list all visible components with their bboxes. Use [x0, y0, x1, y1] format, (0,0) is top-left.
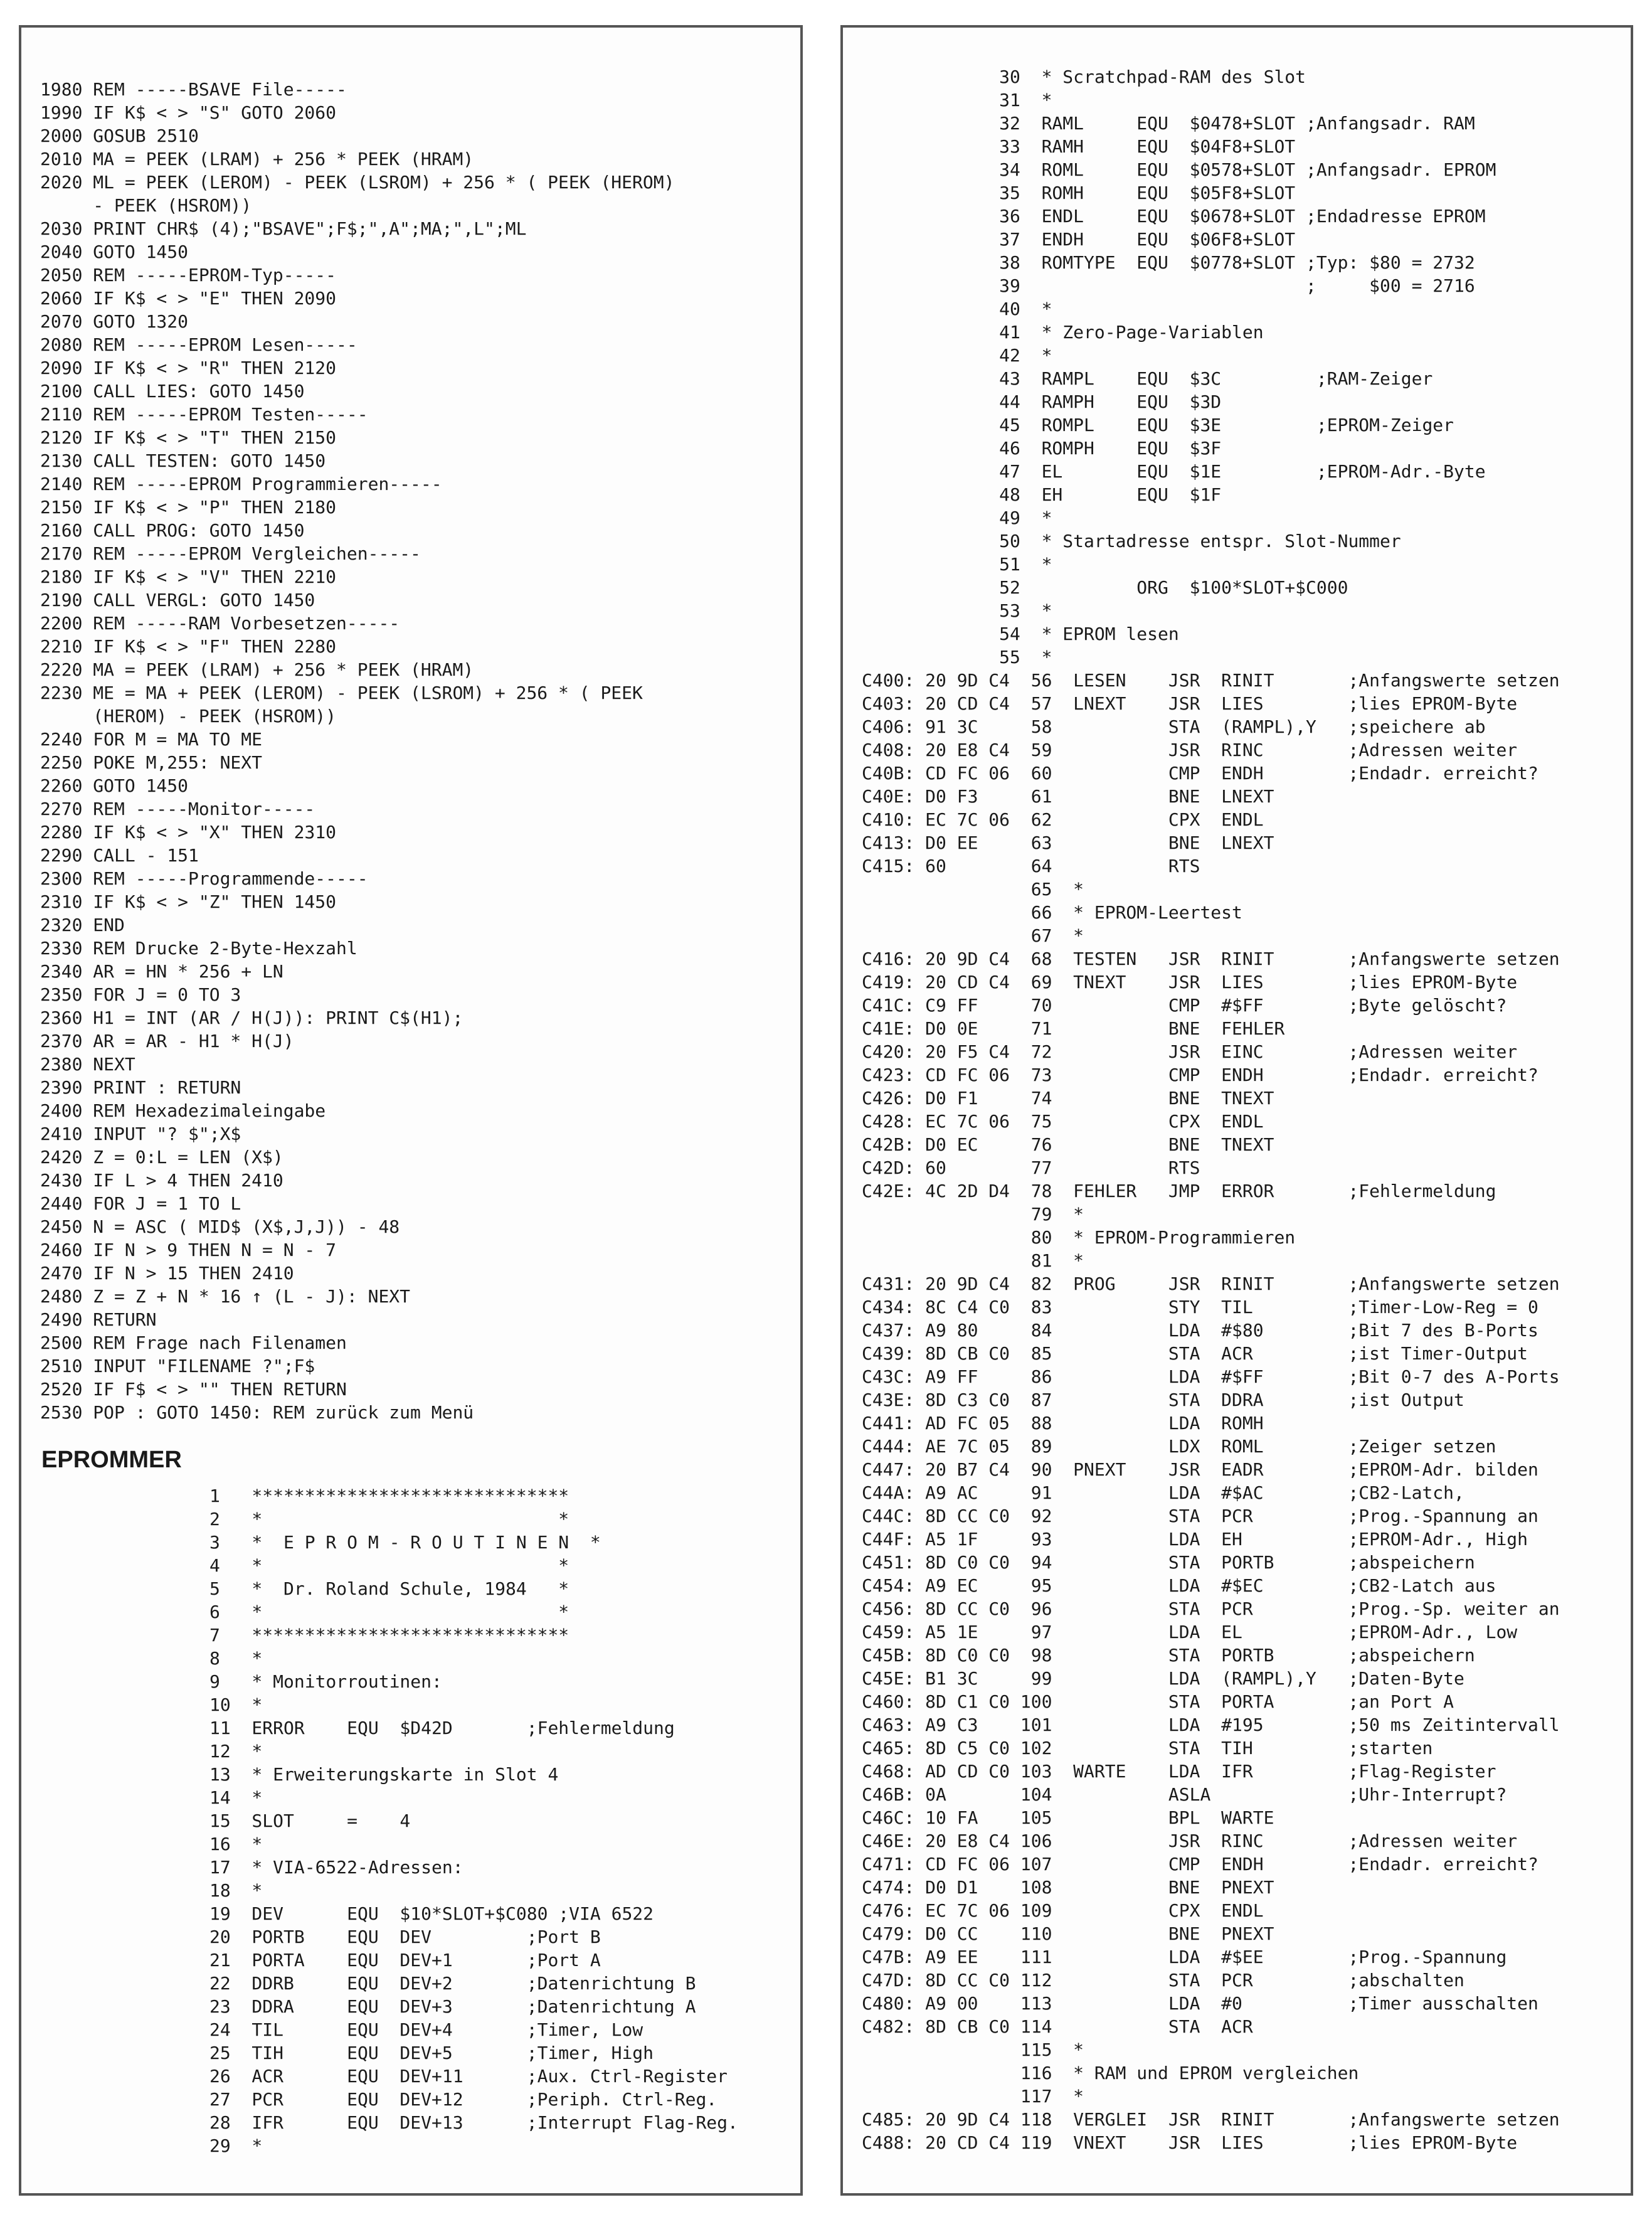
code-line: 31 * — [862, 90, 1052, 110]
code-line: 2 * * — [209, 1509, 569, 1529]
code-line: 10 * — [209, 1694, 263, 1715]
code-line: 40 * — [862, 299, 1052, 319]
code-line: 1990 IF K$ < > "S" GOTO 2060 — [40, 102, 337, 123]
code-line: 2450 N = ASC ( MID$ (X$,J,J)) - 48 — [40, 1216, 400, 1237]
code-line: 14 * — [209, 1787, 263, 1808]
code-line: C416: 20 9D C4 68 TESTEN JSR RINIT ;Anfangswerte setzen — [862, 949, 1560, 969]
code-line: 2260 GOTO 1450 — [40, 775, 189, 796]
code-line: 53 * — [862, 600, 1052, 621]
code-line: C410: EC 7C 06 62 CPX ENDL — [862, 809, 1264, 830]
code-line: C444: AE 7C 05 89 LDX ROML ;Zeiger setzen — [862, 1436, 1496, 1457]
code-line: 29 * — [209, 2135, 263, 2156]
code-line: 3 * E P R O M - R O U T I N E N * — [209, 1532, 601, 1553]
code-line: 2070 GOTO 1320 — [40, 311, 189, 332]
code-line: C42B: D0 EC 76 BNE TNEXT — [862, 1134, 1274, 1155]
code-line: C40B: CD FC 06 60 CMP ENDH ;Endadr. erreicht? — [862, 763, 1538, 784]
code-line: C44F: A5 1F 93 LDA EH ;EPROM-Adr., High — [862, 1529, 1528, 1550]
code-line: 81 * — [862, 1250, 1084, 1271]
code-line: 2010 MA = PEEK (LRAM) + 256 * PEEK (HRAM) — [40, 149, 474, 169]
code-line: 2040 GOTO 1450 — [40, 242, 189, 262]
code-line: 2440 FOR J = 1 TO L — [40, 1193, 241, 1214]
code-line: 18 * — [209, 1880, 263, 1901]
code-line: 2210 IF K$ < > "F" THEN 2280 — [40, 636, 337, 657]
code-line: 2140 REM -----EPROM Programmieren----- — [40, 474, 442, 494]
code-line: 44 RAMPH EQU $3D — [862, 391, 1222, 412]
code-line: C463: A9 C3 101 LDA #195 ;50 ms Zeitintervall — [862, 1715, 1560, 1735]
code-line: 2110 REM -----EPROM Testen----- — [40, 404, 368, 425]
code-line: C479: D0 CC 110 BNE PNEXT — [862, 1923, 1274, 1944]
code-line: 7 ****************************** — [209, 1625, 569, 1645]
code-line: C476: EC 7C 06 109 CPX ENDL — [862, 1900, 1264, 1921]
code-line: 2200 REM -----RAM Vorbesetzen----- — [40, 613, 400, 634]
code-line: C480: A9 00 113 LDA #0 ;Timer ausschalten — [862, 1993, 1538, 2014]
code-line: 32 RAML EQU $0478+SLOT ;Anfangsadr. RAM — [862, 113, 1475, 134]
code-line: 17 * VIA-6522-Adressen: — [209, 1857, 463, 1878]
code-line: 39 ; $00 = 2716 — [862, 275, 1475, 296]
code-line: C471: CD FC 06 107 CMP ENDH ;Endadr. erreicht? — [862, 1854, 1538, 1874]
code-line: 54 * EPROM lesen — [862, 624, 1179, 644]
code-line: 16 * — [209, 1834, 263, 1854]
code-line: 2330 REM Drucke 2-Byte-Hexzahl — [40, 938, 357, 959]
code-line: C459: A5 1E 97 LDA EL ;EPROM-Adr., Low — [862, 1622, 1518, 1642]
code-line: 117 * — [862, 2086, 1084, 2107]
code-line: 2370 AR = AR - H1 * H(J) — [40, 1031, 294, 1051]
code-line: 2340 AR = HN * 256 + LN — [40, 961, 283, 982]
code-line: 2250 POKE M,255: NEXT — [40, 752, 263, 773]
code-line: (HEROM) - PEEK (HSROM)) — [40, 706, 337, 726]
code-line: 49 * — [862, 508, 1052, 528]
code-line: 21 PORTA EQU DEV+1 ;Port A — [209, 1950, 601, 1970]
code-line: 2460 IF N > 9 THEN N = N - 7 — [40, 1240, 337, 1260]
code-line: - PEEK (HSROM)) — [40, 195, 252, 216]
code-line: C468: AD CD C0 103 WARTE LDA IFR ;Flag-Register — [862, 1761, 1496, 1782]
code-line: 43 RAMPL EQU $3C ;RAM-Zeiger — [862, 368, 1433, 389]
code-line: 8 * — [209, 1648, 263, 1669]
code-line: C488: 20 CD C4 119 VNEXT JSR LIES ;lies EPROM-Byte — [862, 2132, 1518, 2153]
code-line: 2230 ME = MA + PEEK (LEROM) - PEEK (LSROM) + 256 * ( PEEK — [40, 683, 643, 703]
code-line: 28 IFR EQU DEV+13 ;Interrupt Flag-Reg. — [209, 2112, 738, 2133]
code-line: 2190 CALL VERGL: GOTO 1450 — [40, 590, 315, 610]
code-line: 2100 CALL LIES: GOTO 1450 — [40, 381, 305, 401]
code-line: 5 * Dr. Roland Schule, 1984 * — [209, 1578, 569, 1599]
code-line: 1 ****************************** — [209, 1486, 569, 1506]
code-line: 41 * Zero-Page-Variablen — [862, 322, 1264, 343]
code-line: 37 ENDH EQU $06F8+SLOT — [862, 229, 1296, 250]
code-line: 79 * — [862, 1204, 1084, 1225]
assembler-listing-left — [21, 28, 800, 2193]
code-line: C415: 60 64 RTS — [862, 856, 1200, 876]
code-line: 2170 REM -----EPROM Vergleichen----- — [40, 543, 421, 564]
code-line: 33 RAMH EQU $04F8+SLOT — [862, 136, 1296, 157]
code-line: 2030 PRINT CHR$ (4);"BSAVE";F$;",A";MA;",L";ML — [40, 218, 527, 239]
code-line: 2380 NEXT — [40, 1054, 135, 1075]
code-line: C42E: 4C 2D D4 78 FEHLER JMP ERROR ;Fehlermeldung — [862, 1181, 1496, 1201]
code-line: 2430 IF L > 4 THEN 2410 — [40, 1170, 283, 1191]
code-line: 2160 CALL PROG: GOTO 1450 — [40, 520, 305, 541]
code-line: 2420 Z = 0:L = LEN (X$) — [40, 1147, 283, 1167]
code-line: 46 ROMPH EQU $3F — [862, 438, 1222, 459]
code-line: 2240 FOR M = MA TO ME — [40, 729, 263, 750]
code-line: 2390 PRINT : RETURN — [40, 1077, 241, 1098]
code-line: 2080 REM -----EPROM Lesen----- — [40, 334, 357, 355]
code-line: C423: CD FC 06 73 CMP ENDH ;Endadr. erreicht? — [862, 1065, 1538, 1085]
code-line: C413: D0 EE 63 BNE LNEXT — [862, 832, 1274, 853]
code-line: C408: 20 E8 C4 59 JSR RINC ;Adressen weiter — [862, 740, 1518, 760]
code-line: C431: 20 9D C4 82 PROG JSR RINIT ;Anfangswerte setzen — [862, 1273, 1560, 1294]
code-line: 9 * Monitorroutinen: — [209, 1671, 442, 1692]
code-line: C42D: 60 77 RTS — [862, 1157, 1200, 1178]
code-line: C43E: 8D C3 C0 87 STA DDRA ;ist Output — [862, 1390, 1464, 1410]
code-line: 2410 INPUT "? $";X$ — [40, 1124, 241, 1144]
code-line: 55 * — [862, 647, 1052, 667]
code-line: C482: 8D CB C0 114 STA ACR — [862, 2016, 1253, 2037]
code-line: C474: D0 D1 108 BNE PNEXT — [862, 1877, 1274, 1898]
code-line: C44A: A9 AC 91 LDA #$AC ;CB2-Latch, — [862, 1482, 1464, 1503]
code-line: 42 * — [862, 345, 1052, 366]
code-line: 23 DDRA EQU DEV+3 ;Datenrichtung A — [209, 1996, 696, 2017]
code-line: 15 SLOT = 4 — [209, 1810, 411, 1831]
code-line: 2360 H1 = INT (AR / H(J)): PRINT C$(H1); — [40, 1007, 463, 1028]
code-line: 2300 REM -----Programmende----- — [40, 868, 368, 889]
code-line: 11 ERROR EQU $D42D ;Fehlermeldung — [209, 1718, 675, 1738]
code-line: C485: 20 9D C4 118 VERGLEI JSR RINIT ;Anfangswerte setzen — [862, 2109, 1560, 2130]
code-line: 48 EH EQU $1F — [862, 484, 1222, 505]
code-line: C447: 20 B7 C4 90 PNEXT JSR EADR ;EPROM-Adr. bilden — [862, 1459, 1538, 1480]
code-line: C44C: 8D CC C0 92 STA PCR ;Prog.-Spannung an — [862, 1506, 1538, 1526]
code-line: 50 * Startadresse entspr. Slot-Nummer — [862, 531, 1401, 551]
code-line: 2350 FOR J = 0 TO 3 — [40, 984, 241, 1005]
code-line: 2180 IF K$ < > "V" THEN 2210 — [40, 566, 337, 587]
code-line: 34 ROML EQU $0578+SLOT ;Anfangsadr. EPROM — [862, 159, 1496, 180]
code-line: 1980 REM -----BSAVE File----- — [40, 79, 347, 100]
code-line: 2020 ML = PEEK (LEROM) - PEEK (LSROM) + 256 * ( PEEK (HEROM) — [40, 172, 675, 193]
code-line: C45E: B1 3C 99 LDA (RAMPL),Y ;Daten-Byte — [862, 1668, 1464, 1689]
code-line: C40E: D0 F3 61 BNE LNEXT — [862, 786, 1274, 807]
code-line: 47 EL EQU $1E ;EPROM-Adr.-Byte — [862, 461, 1486, 482]
section-title: EPROMMER — [41, 1447, 182, 1473]
code-line: 20 PORTB EQU DEV ;Port B — [209, 1927, 601, 1947]
code-line: 2060 IF K$ < > "E" THEN 2090 — [40, 288, 337, 309]
code-line: C451: 8D C0 C0 94 STA PORTB ;abspeichern — [862, 1552, 1475, 1573]
code-line: 2270 REM -----Monitor----- — [40, 799, 315, 819]
code-line: C428: EC 7C 06 75 CPX ENDL — [862, 1111, 1264, 1132]
code-line: 2130 CALL TESTEN: GOTO 1450 — [40, 450, 326, 471]
code-line: C441: AD FC 05 88 LDA ROMH — [862, 1413, 1264, 1433]
code-line: 30 * Scratchpad-RAM des Slot — [862, 66, 1306, 87]
code-line: 4 * * — [209, 1555, 569, 1576]
code-line: C434: 8C C4 C0 83 STY TIL ;Timer-Low-Reg = 0 — [862, 1297, 1538, 1317]
code-line: 2220 MA = PEEK (LRAM) + 256 * PEEK (HRAM) — [40, 659, 474, 680]
code-line: 66 * EPROM-Leertest — [862, 902, 1242, 923]
code-line: C403: 20 CD C4 57 LNEXT JSR LIES ;lies EPROM-Byte — [862, 693, 1518, 714]
code-line: 2510 INPUT "FILENAME ?";F$ — [40, 1356, 315, 1376]
code-line: 2470 IF N > 15 THEN 2410 — [40, 1263, 294, 1284]
assembler-listing-right — [843, 28, 1631, 2193]
code-line: C46C: 10 FA 105 BPL WARTE — [862, 1807, 1274, 1828]
code-line: C45B: 8D C0 C0 98 STA PORTB ;abspeichern — [862, 1645, 1475, 1666]
code-line: 26 ACR EQU DEV+11 ;Aux. Ctrl-Register — [209, 2066, 728, 2087]
code-line: 2310 IF K$ < > "Z" THEN 1450 — [40, 891, 337, 912]
code-line: C43C: A9 FF 86 LDA #$FF ;Bit 0-7 des A-Ports — [862, 1366, 1560, 1387]
code-line: 13 * Erweiterungskarte in Slot 4 — [209, 1764, 559, 1785]
code-line: 2530 POP : GOTO 1450: REM zurück zum Menü — [40, 1402, 474, 1423]
code-line: 2400 REM Hexadezimaleingabe — [40, 1100, 326, 1121]
code-line: 2500 REM Frage nach Filenamen — [40, 1332, 347, 1353]
code-line: 2480 Z = Z + N * 16 ↑ (L - J): NEXT — [40, 1286, 411, 1307]
right-listing-panel — [840, 25, 1633, 2196]
code-line: C47D: 8D CC C0 112 STA PCR ;abschalten — [862, 1970, 1464, 1991]
code-line: 115 * — [862, 2039, 1084, 2060]
code-line: C419: 20 CD C4 69 TNEXT JSR LIES ;lies EPROM-Byte — [862, 972, 1518, 992]
code-line: C437: A9 80 84 LDA #$80 ;Bit 7 des B-Ports — [862, 1320, 1538, 1341]
code-line: 2290 CALL - 151 — [40, 845, 199, 866]
code-line: C46E: 20 E8 C4 106 JSR RINC ;Adressen weiter — [862, 1831, 1518, 1851]
code-line: 22 DDRB EQU DEV+2 ;Datenrichtung B — [209, 1973, 696, 1994]
code-line: C41E: D0 0E 71 BNE FEHLER — [862, 1018, 1285, 1039]
code-line: 6 * * — [209, 1602, 569, 1622]
code-line: 27 PCR EQU DEV+12 ;Periph. Ctrl-Reg. — [209, 2089, 717, 2110]
code-line: 2280 IF K$ < > "X" THEN 2310 — [40, 822, 337, 843]
code-line: C460: 8D C1 C0 100 STA PORTA ;an Port A — [862, 1691, 1454, 1712]
code-line: C439: 8D CB C0 85 STA ACR ;ist Timer-Output — [862, 1343, 1528, 1364]
code-line: 19 DEV EQU $10*SLOT+$C080 ;VIA 6522 — [209, 1903, 654, 1924]
code-line: 2090 IF K$ < > "R" THEN 2120 — [40, 358, 337, 378]
code-line: C456: 8D CC C0 96 STA PCR ;Prog.-Sp. weiter an — [862, 1598, 1560, 1619]
code-line: 2120 IF K$ < > "T" THEN 2150 — [40, 427, 337, 448]
code-line: 80 * EPROM-Programmieren — [862, 1227, 1296, 1248]
code-line: 25 TIH EQU DEV+5 ;Timer, High — [209, 2043, 654, 2063]
code-line: C465: 8D C5 C0 102 STA TIH ;starten — [862, 1738, 1433, 1758]
code-line: 38 ROMTYPE EQU $0778+SLOT ;Typ: $80 = 2732 — [862, 252, 1475, 273]
code-line: C406: 91 3C 58 STA (RAMPL),Y ;speichere ab — [862, 716, 1486, 737]
code-line: 65 * — [862, 879, 1084, 900]
code-line: 2150 IF K$ < > "P" THEN 2180 — [40, 497, 337, 518]
code-line: C454: A9 EC 95 LDA #$EC ;CB2-Latch aus — [862, 1575, 1496, 1596]
code-line: 2520 IF F$ < > "" THEN RETURN — [40, 1379, 347, 1400]
code-line: 52 ORG $100*SLOT+$C000 — [862, 577, 1348, 598]
code-line: 51 * — [862, 554, 1052, 575]
code-line: 45 ROMPL EQU $3E ;EPROM-Zeiger — [862, 415, 1454, 435]
code-line: C420: 20 F5 C4 72 JSR EINC ;Adressen weiter — [862, 1041, 1518, 1062]
code-line: C400: 20 9D C4 56 LESEN JSR RINIT ;Anfangswerte setzen — [862, 670, 1560, 691]
code-line: 2490 RETURN — [40, 1309, 157, 1330]
code-line: 116 * RAM und EPROM vergleichen — [862, 2063, 1359, 2083]
code-line: 67 * — [862, 925, 1084, 946]
code-line: 2050 REM -----EPROM-Typ----- — [40, 265, 337, 285]
left-listing-panel — [19, 25, 803, 2196]
code-line: C426: D0 F1 74 BNE TNEXT — [862, 1088, 1274, 1108]
code-line: 12 * — [209, 1741, 263, 1762]
code-line: 35 ROMH EQU $05F8+SLOT — [862, 183, 1296, 203]
code-line: 24 TIL EQU DEV+4 ;Timer, Low — [209, 2019, 643, 2040]
code-line: C41C: C9 FF 70 CMP #$FF ;Byte gelöscht? — [862, 995, 1507, 1016]
code-line: 2320 END — [40, 915, 125, 935]
code-line: 2000 GOSUB 2510 — [40, 125, 199, 146]
code-line: C47B: A9 EE 111 LDA #$EE ;Prog.-Spannung — [862, 1947, 1507, 1967]
code-line: C46B: 0A 104 ASLA ;Uhr-Interrupt? — [862, 1784, 1507, 1805]
code-line: 36 ENDL EQU $0678+SLOT ;Endadresse EPROM — [862, 206, 1486, 226]
